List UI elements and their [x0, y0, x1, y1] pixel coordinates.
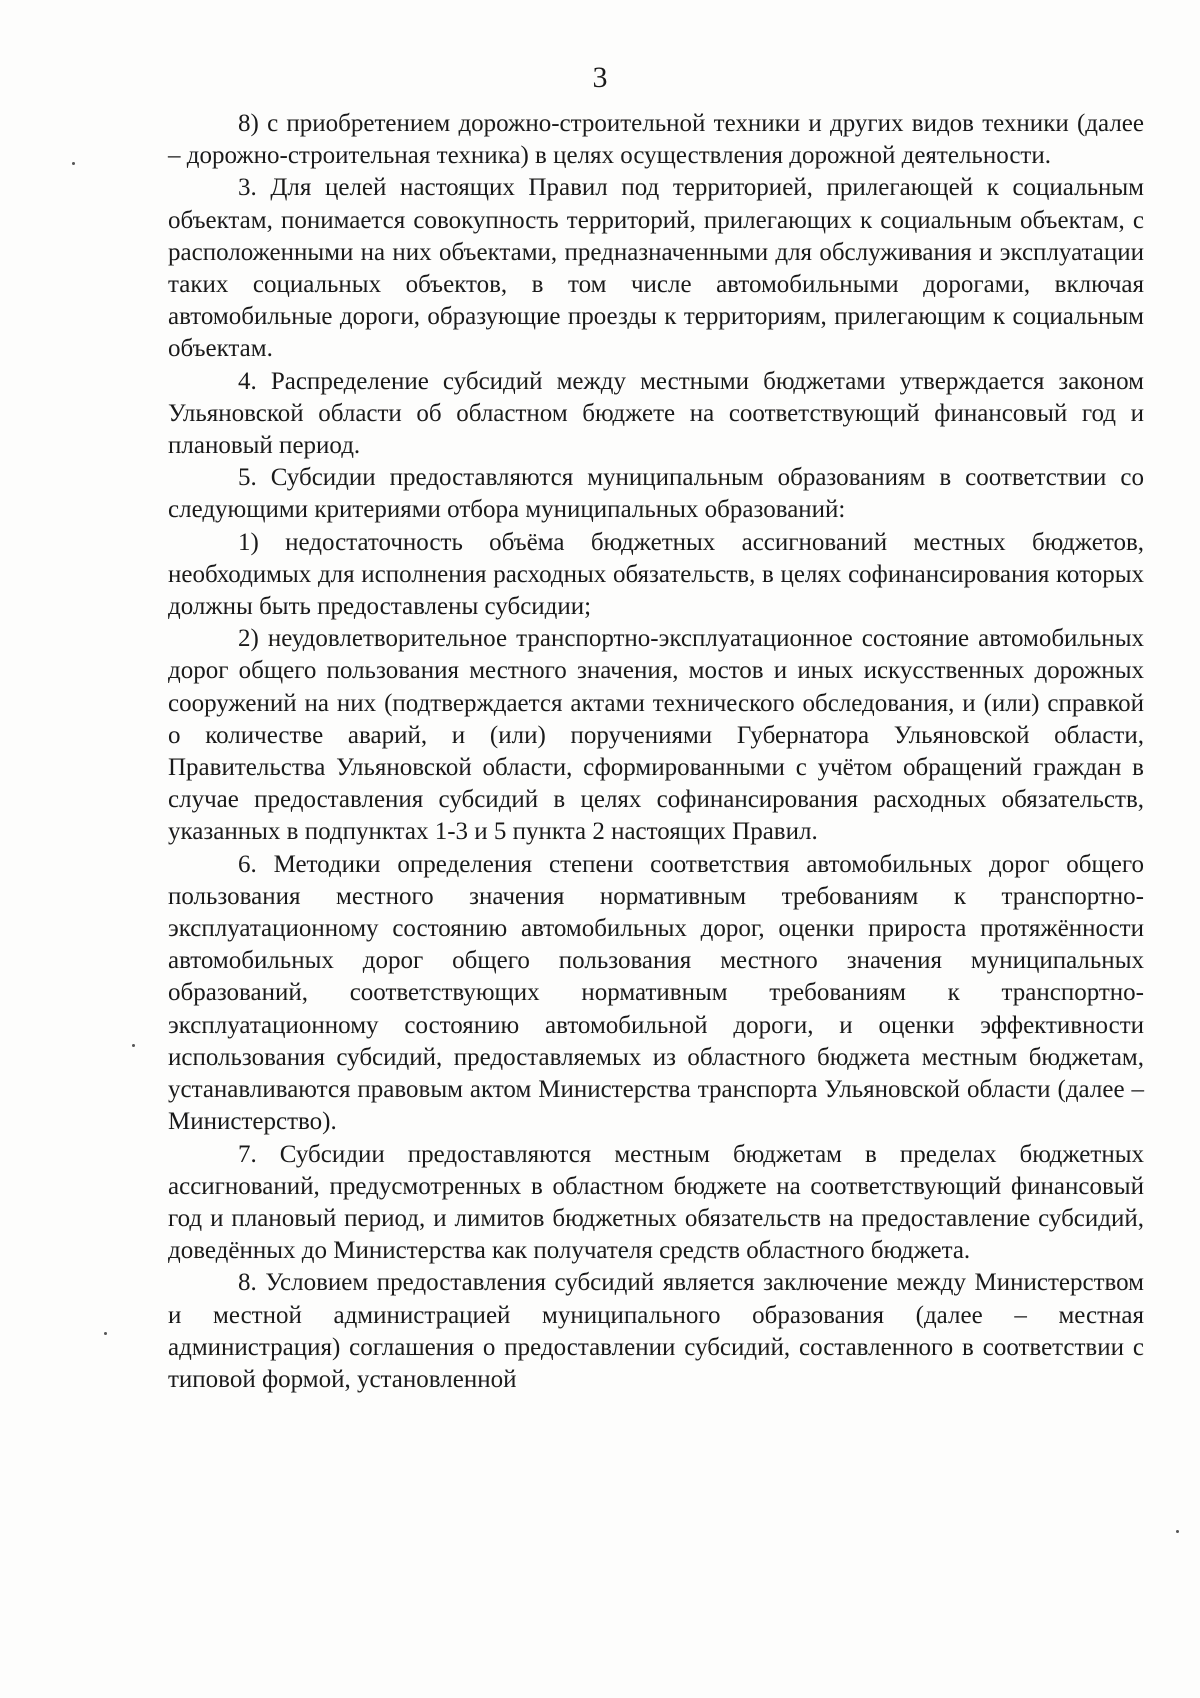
scan-speck	[72, 162, 75, 165]
scan-speck	[132, 1044, 135, 1047]
paragraph-item-8: 8) с приобретением дорожно-строительной техники и других видов техники (далее – дорожно-строительная техника) в целях осуществления дорожной деятельности.	[168, 110, 1144, 170]
paragraph-criterion-1: 1) недостаточность объёма бюджетных ассигнований местных бюджетов, необходимых для исполнения расходных обязательств, в целях софинансирования которых должны быть предоставлены субсидии;	[168, 528, 1144, 621]
scan-speck	[104, 1332, 107, 1335]
paragraph-section-6: 6. Методики определения степени соответствия автомобильных дорог общего пользования местного значения нормативным требованиям к транспортно-эксплуатационному состоянию автомобильных дорог, оценки прироста протяжённости автомобильных дорог общего пользования местного значения муниципальных образований, соответствующих нормативным требованиям к транспортно-эксплуатационному состоянию автомобильной дороги, и оценки эффективности использования субсидий, предоставляемых из областного бюджета местным бюджетам, устанавливаются правовым актом Министерства транспорта Ульяновской области (далее – Министерство).	[168, 850, 1144, 1136]
paragraph-section-8: 8. Условием предоставления субсидий является заключение между Министерством и местной администрацией муниципального образования (далее – местная администрация) соглашения о предоставлении субсидий, составленного в соответствии с типовой формой, установленной	[168, 1269, 1144, 1393]
scan-speck	[1176, 1530, 1179, 1533]
paragraph-section-4: 4. Распределение субсидий между местными бюджетами утверждается законом Ульяновской области об областном бюджете на соответствующий финансовый год и плановый период.	[168, 367, 1144, 460]
paragraph-section-3: 3. Для целей настоящих Правил под территорией, прилегающей к социальным объектам, понимается совокупность территорий, прилегающих к социальным объектам, с расположенными на них объектами, предназначенными для обслуживания и эксплуатации таких социальных объектов, в том числе автомобильными дорогами, включая автомобильные дороги, образующие проезды к территориям, прилегающим к социальным объектам.	[168, 174, 1144, 363]
paragraph-section-5: 5. Субсидии предоставляются муниципальным образованиям в соответствии со следующими критериями отбора муниципальных образований:	[168, 464, 1144, 524]
paragraph-criterion-2: 2) неудовлетворительное транспортно-эксплуатационное состояние автомобильных дорог общего пользования местного значения, мостов и иных искусственных дорожных сооружений на них (подтверждается актами технического обследования, и (или) справкой о количестве аварий, и (или) поручениями Губернатора Ульяновской области, Правительства Ульяновской области, сформированными с учётом обращений граждан в случае предоставления субсидий в целях софинансирования расходных обязательств, указанных в подпунктах 1-3 и 5 пункта 2 настоящих Правил.	[168, 625, 1144, 846]
document-body	[168, 108, 1144, 1396]
page-number: 3	[592, 61, 608, 94]
paragraph-section-7: 7. Субсидии предоставляются местным бюджетам в пределах бюджетных ассигнований, предусмотренных в областном бюджете на соответствующий финансовый год и плановый период, и лимитов бюджетных обязательств на предоставление субсидий, доведённых до Министерства как получателя средств областного бюджета.	[168, 1140, 1144, 1265]
